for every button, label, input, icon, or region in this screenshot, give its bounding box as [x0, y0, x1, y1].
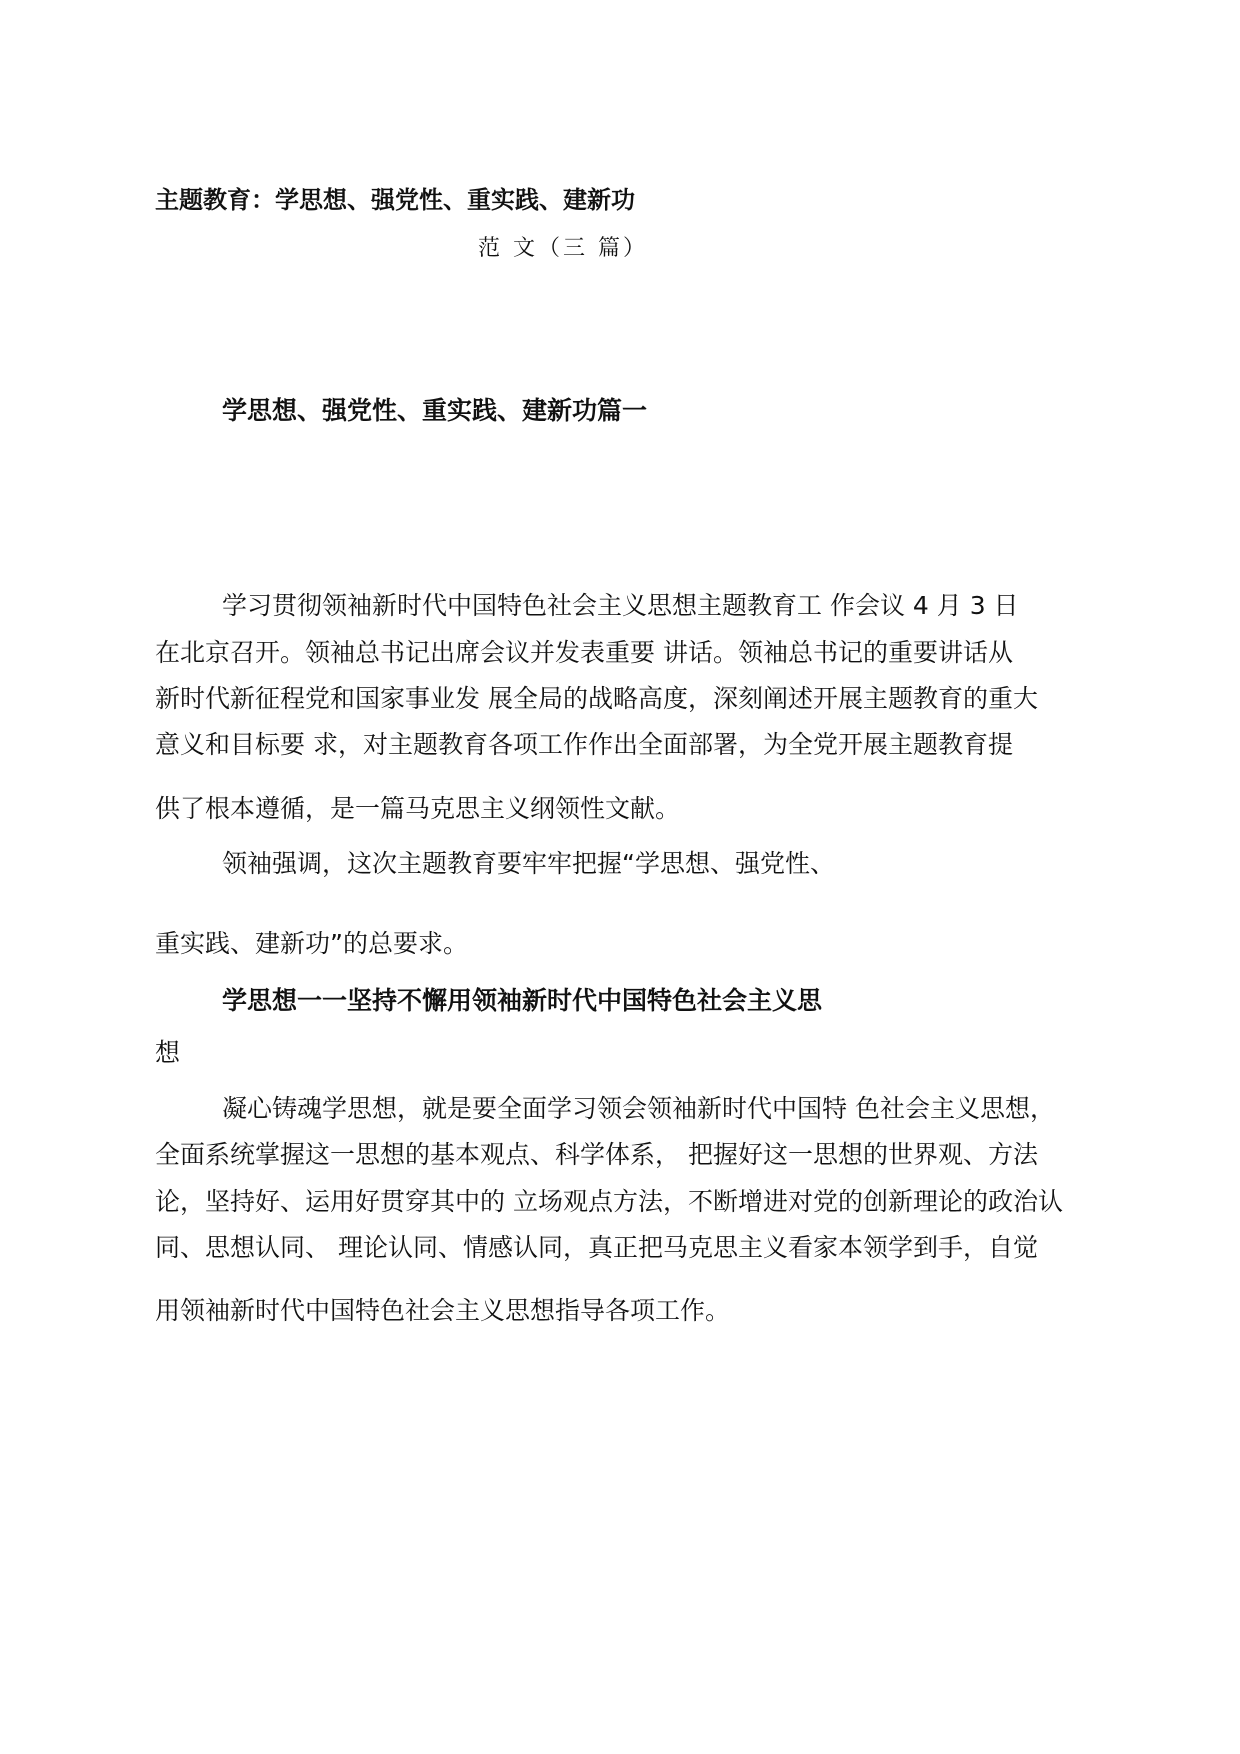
- paragraph-line: 论，坚持好、运用好贯穿其中的 立场观点方法，不断增进对党的创新理论的政治认: [155, 1187, 1063, 1216]
- paragraph-line: 全面系统掌握这一思想的基本观点、科学体系， 把握好这一思想的世界观、方法: [155, 1140, 1038, 1169]
- paragraph-line: 供了根本遵循，是一篇马克思主义纲领性文献。: [155, 794, 681, 823]
- subheading: 学思想一一坚持不懈用领袖新时代中国特色社会主义思: [222, 986, 823, 1015]
- paragraph-line: 领袖强调，这次主题教育要牢牢把握“学思想、强党性、: [222, 849, 835, 878]
- section-heading: 学思想、强党性、重实践、建新功篇一: [222, 396, 648, 425]
- paragraph-line: 意义和目标要 求，对主题教育各项工作作出全面部署，为全党开展主题教育提: [155, 730, 1013, 759]
- paragraph-line: 新时代新征程党和国家事业发 展全局的战略高度，深刻阐述开展主题教育的重大: [155, 684, 1038, 713]
- paragraph-line: 在北京召开。领袖总书记出席会议并发表重要 讲话。领袖总书记的重要讲话从: [155, 638, 1013, 667]
- document-title: 主题教育：学思想、强党性、重实践、建新功: [155, 186, 635, 214]
- paragraph-line: 用领袖新时代中国特色社会主义思想指导各项工作。: [155, 1296, 731, 1325]
- subheading-continuation: 想: [155, 1038, 181, 1067]
- paragraph-line: 学习贯彻领袖新时代中国特色社会主义思想主题教育工 作会议 4 月 3 日: [222, 591, 1019, 620]
- paragraph-line: 同、思想认同、 理论认同、情感认同，真正把马克思主义看家本领学到手，自觉: [155, 1233, 1038, 1262]
- paragraph-line: 重实践、建新功”的总要求。: [155, 929, 468, 958]
- document-subtitle: 范 文（三 篇）: [478, 236, 648, 261]
- paragraph-line: 凝心铸魂学思想，就是要全面学习领会领袖新时代中国特 色社会主义思想，: [222, 1094, 1055, 1123]
